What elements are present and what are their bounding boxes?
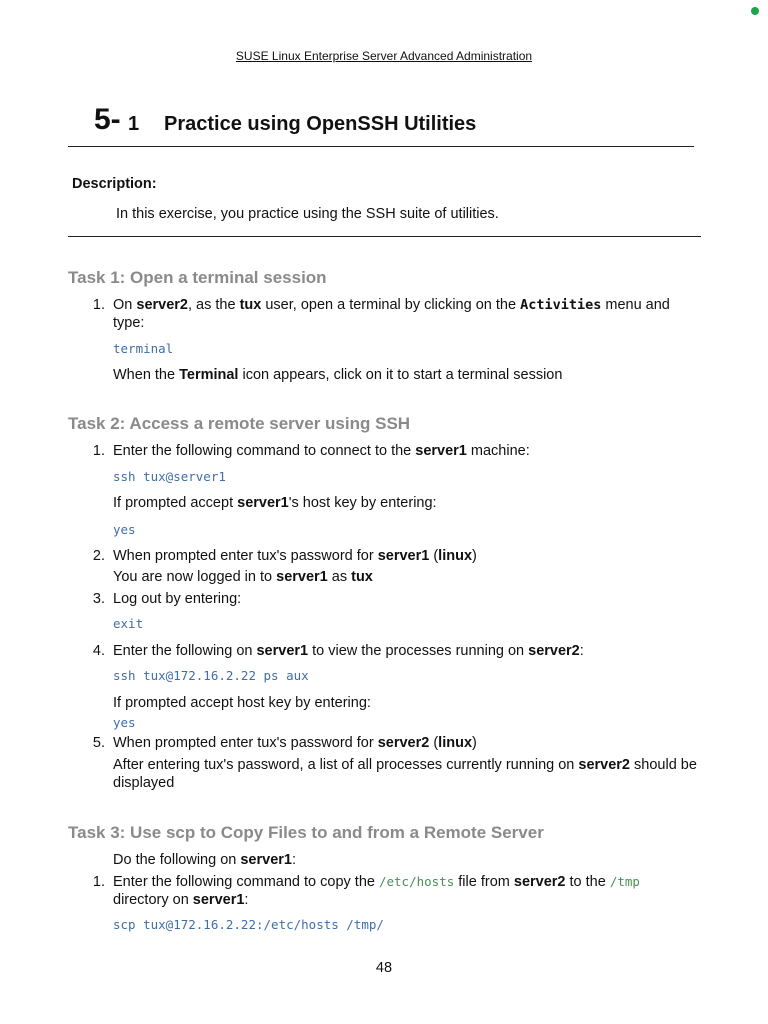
step-number: 2.: [92, 548, 105, 564]
code-yes: yes: [113, 522, 136, 537]
task-2-step-4-note: If prompted accept host key by entering:: [113, 695, 371, 711]
task-2-step-2-note: You are now logged in to server1 as tux: [113, 569, 373, 585]
task-2-step-1-note: If prompted accept server1's host key by entering:: [113, 495, 437, 511]
description-label: Description:: [72, 176, 157, 192]
description-text: In this exercise, you practice using the SSH suite of utilities.: [116, 206, 499, 222]
task-1-heading: Task 1: Open a terminal session: [68, 268, 327, 287]
description-rule: [68, 236, 701, 237]
task-1-step-1-text: On server2, as the tux user, open a terminal by clicking on the Activities menu and type:: [113, 297, 670, 331]
task-1-step-1-note: When the Terminal icon appears, click on it to start a terminal session: [113, 367, 563, 383]
code-exit: exit: [113, 616, 144, 631]
step-number: 3.: [92, 591, 105, 607]
step-number: 1.: [92, 297, 105, 313]
chapter-number: 5-: [94, 103, 121, 136]
task-3-intro: Do the following on server1:: [113, 852, 296, 868]
task-2-step-1-text: Enter the following command to connect to the server1 machine:: [113, 443, 530, 459]
code-ssh-ps-aux: ssh tux@172.16.2.22 ps aux: [113, 668, 309, 683]
title-rule: [68, 146, 694, 147]
status-dot: [751, 7, 759, 15]
code-scp: scp tux@172.16.2.22:/etc/hosts /tmp/: [113, 917, 384, 932]
task-2-step-3-text: Log out by entering:: [113, 591, 242, 607]
code-terminal: terminal: [113, 341, 174, 356]
task-3-heading: Task 3: Use scp to Copy Files to and from a Remote Server: [68, 823, 544, 842]
task-3-step-1-text: Enter the following command to copy the /etc/hosts file from server2 to the /tmp directory on server1:: [113, 874, 640, 908]
task-2-step-4-text: Enter the following on server1 to view the processes running on server2:: [113, 643, 584, 659]
exercise-number: 1: [128, 113, 140, 135]
step-number: 4.: [92, 643, 105, 659]
exercise-title: Practice using OpenSSH Utilities: [164, 113, 477, 135]
task-2-step-5-note: After entering tux's password, a list of all processes currently running on server2 should be displayed: [113, 757, 697, 791]
page-number: 48: [375, 960, 393, 976]
step-number: 5.: [92, 735, 105, 751]
task-2-step-2-text: When prompted enter tux's password for server1 (linux): [113, 548, 477, 564]
task-2-step-5-text: When prompted enter tux's password for server2 (linux): [113, 735, 477, 751]
step-number: 1.: [92, 443, 105, 459]
code-yes: yes: [113, 715, 136, 730]
task-2-heading: Task 2: Access a remote server using SSH: [68, 414, 411, 433]
step-number: 1.: [92, 874, 105, 890]
document-header: SUSE Linux Enterprise Server Advanced Administration: [235, 49, 533, 63]
code-ssh-server1: ssh tux@server1: [113, 469, 226, 484]
